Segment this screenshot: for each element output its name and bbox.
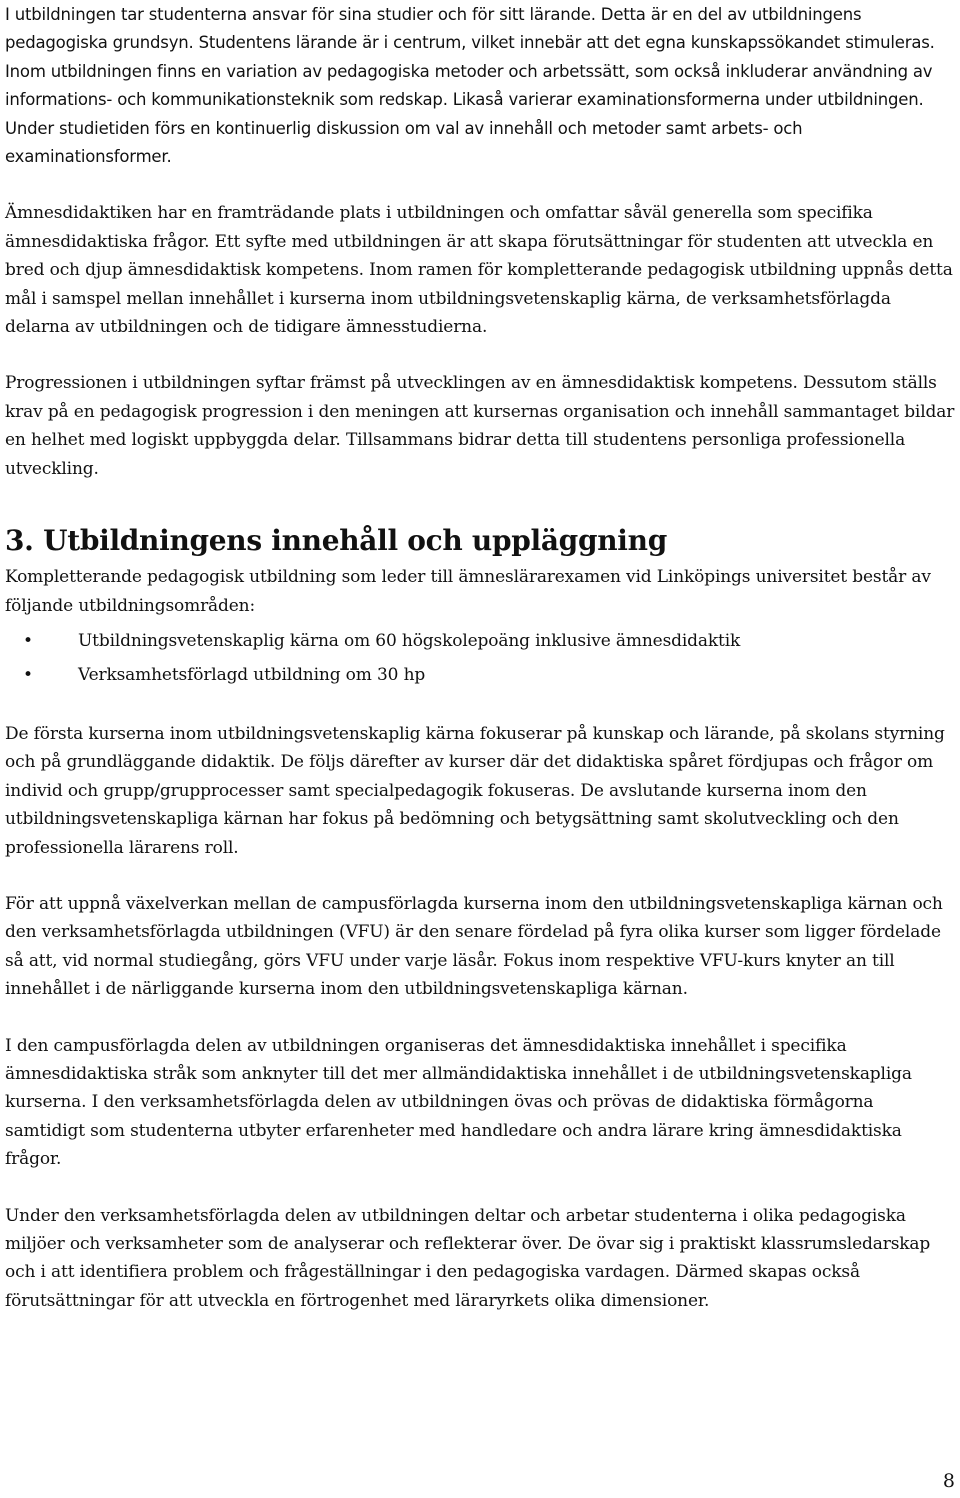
document-page <box>5 0 955 1315</box>
education-areas-list <box>5 624 955 692</box>
paragraph-first-courses: De första kurserna inom utbildningsvetenskaplig kärna fokuserar på kunskap och lärande, på skolans styrning och på grundläggande didaktik. De följs därefter av kurser där det didaktiska spåret fördjupas och frågor om individ och grupp/grupprocesser samt specialpedagogik fokuseras. De avslutande kurserna inom den utbildningsvetenskapliga kärnan har fokus på bedömning och betygsättning samt skolutveckling och den professionella lärarens roll. <box>5 723 945 858</box>
bullet-icon: • <box>23 664 33 685</box>
paragraph-vfu: För att uppnå växelverkan mellan de campusförlagda kurserna inom den utbildningsvetenskapliga kärnan och den verksamhetsförlagda utbildningen (VFU) är den senare fördelad på fyra olika kurser som ligger fördelade så att, vid normal studiegång, görs VFU under varje läsår. Fokus inom respektive VFU-kurs knyter an till innehållet i de närliggande kurserna inom den utbildningsvetenskapliga kärnan. <box>5 893 943 1000</box>
list-item <box>5 658 955 692</box>
paragraph-subject-didactics: Ämnesdidaktiken har en framträdande plats i utbildningen och omfattar såväl generella som specifika ämnesdidaktiska frågor. Ett syfte med utbildningen är att skapa förutsättningar för studenten att utveckla en bred och djup ämnesdidaktisk kompetens. Inom ramen för kompletterande pedagogisk utbildning uppnås detta mål i samspel mellan innehållet i kurserna inom utbildningsvetenskaplig kärna, de verksamhetsförlagda delarna av utbildningen och de tidigare ämnesstudierna. <box>5 203 953 338</box>
paragraph-student-responsibility: I utbildningen tar studenterna ansvar för sina studier och för sitt lärande. Detta är en del av utbildningens pedagogiska grundsyn. Studentens lärande är i centrum, vilket innebär att det egna kunskapssökandet stimuleras. Inom utbildningen finns en variation av pedagogiska metoder och arbetssätt, som också inkluderar användning av informations- och kommunikationsteknik som redskap. Likaså varierar examinationsformerna under utbildningen. Under studietiden förs en kontinuerlig diskussion om val av innehåll och metoder samt arbets- och examinationsformer. <box>5 5 935 167</box>
paragraph-progression: Progressionen i utbildningen syftar främst på utvecklingen av en ämnesdidaktisk kompetens. Dessutom ställs krav på en pedagogisk progression i den meningen att kursernas organisation och innehåll sammantaget bildar en helhet med logiskt uppbyggda delar. Tillsammans bidrar detta till studentens personliga professionella utveckling. <box>5 373 955 479</box>
paragraph-campus-part: I den campusförlagda delen av utbildningen organiseras det ämnesdidaktiska innehållet i specifika ämnesdidaktiska stråk som anknyter till det mer allmändidaktiska innehållet i de utbildningsvetenskapliga kurserna. I den verksamhetsförlagda delen av utbildningen övas och prövas de didaktiska förmågorna samtidigt som studenterna utbyter erfarenheter med handledare och andra lärare kring ämnesdidaktiska frågor. <box>5 1035 912 1170</box>
bullet-icon: • <box>23 630 33 651</box>
paragraph-workplace-part: Under den verksamhetsförlagda delen av utbildningen deltar och arbetar studenterna i olika pedagogiska miljöer och verksamheter som de analyserar och reflekterar över. De övar sig i praktiskt klassrumsledarskap och i att identifiera problem och frågeställningar i den pedagogiska vardagen. Därmed skapas också förutsättningar för att utveckla en förtrogenhet med läraryrkets olika dimensioner. <box>5 1205 931 1311</box>
section-intro: Kompletterande pedagogisk utbildning som leder till ämneslärarexamen vid Linköpings universitet består av följande utbildningsområden: <box>5 567 931 616</box>
list-item-text: Utbildningsvetenskaplig kärna om 60 högskolepoäng inklusive ämnesdidaktik <box>78 630 741 651</box>
list-item <box>5 624 955 658</box>
section-heading: 3. Utbildningens innehåll och uppläggning <box>5 524 667 558</box>
list-item-text: Verksamhetsförlagd utbildning om 30 hp <box>78 664 426 685</box>
page-number: 8 <box>942 1470 955 1492</box>
